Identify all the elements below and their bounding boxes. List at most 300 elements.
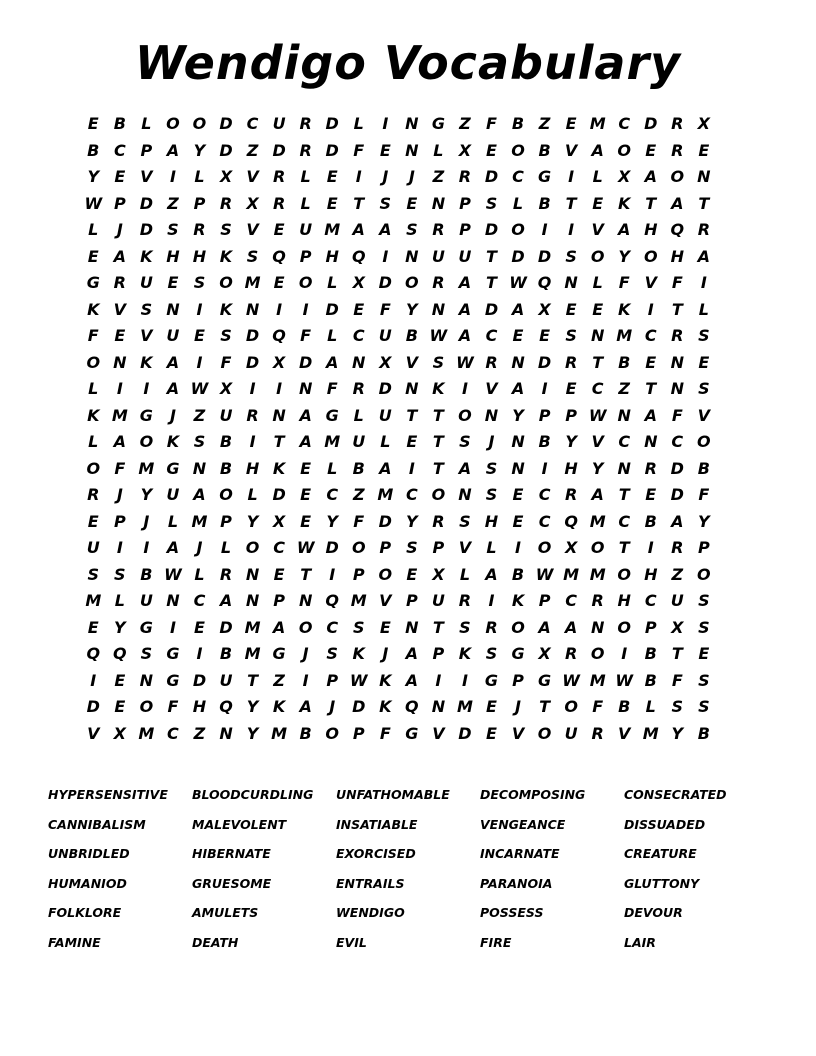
grid-letter[interactable]: I <box>382 114 389 133</box>
grid-letter[interactable]: O <box>325 723 339 743</box>
grid-letter[interactable]: B <box>618 352 631 372</box>
grid-letter[interactable]: I <box>700 273 707 292</box>
grid-letter[interactable]: U <box>431 591 445 610</box>
grid-letter[interactable]: Q <box>113 644 127 663</box>
grid-letter[interactable]: Q <box>564 511 578 531</box>
grid-letter[interactable]: Y <box>87 167 100 186</box>
grid-letter[interactable]: X <box>538 644 551 663</box>
grid-letter[interactable]: Z <box>352 485 365 504</box>
grid-letter[interactable]: I <box>196 352 203 372</box>
grid-letter[interactable]: T <box>645 193 657 213</box>
grid-letter[interactable]: E <box>353 299 365 319</box>
grid-letter[interactable]: K <box>618 299 631 319</box>
grid-letter[interactable]: F <box>671 273 683 292</box>
grid-letter[interactable]: J <box>302 644 309 663</box>
grid-letter[interactable]: O <box>697 564 711 584</box>
grid-letter[interactable]: B <box>511 564 525 584</box>
grid-letter[interactable]: O <box>405 273 419 292</box>
grid-letter[interactable]: D <box>245 326 260 345</box>
grid-letter[interactable]: E <box>273 564 285 584</box>
grid-letter[interactable]: S <box>459 511 471 531</box>
grid-letter[interactable]: I <box>408 458 415 478</box>
grid-letter[interactable]: H <box>617 591 631 610</box>
grid-letter[interactable]: G <box>139 405 153 425</box>
grid-letter[interactable]: W <box>562 670 580 690</box>
grid-letter[interactable]: Y <box>140 485 153 504</box>
grid-letter[interactable]: R <box>671 140 684 160</box>
grid-letter[interactable]: I <box>249 379 256 398</box>
grid-letter[interactable]: E <box>698 644 710 663</box>
grid-letter[interactable]: A <box>272 617 286 637</box>
grid-letter[interactable]: U <box>219 405 233 425</box>
grid-letter[interactable]: R <box>219 193 233 213</box>
grid-letter[interactable]: J <box>382 167 389 186</box>
grid-letter[interactable]: S <box>140 299 153 319</box>
grid-letter[interactable]: A <box>671 511 684 531</box>
grid-letter[interactable]: K <box>140 246 153 266</box>
grid-letter[interactable]: P <box>113 511 126 531</box>
grid-letter[interactable]: H <box>670 246 684 266</box>
grid-letter[interactable]: O <box>590 644 605 663</box>
grid-letter[interactable]: L <box>645 697 656 716</box>
grid-letter[interactable]: N <box>219 723 233 743</box>
grid-letter[interactable]: S <box>671 697 684 716</box>
grid-letter[interactable]: U <box>86 538 100 557</box>
grid-letter[interactable]: S <box>485 458 498 478</box>
grid-letter[interactable]: P <box>299 246 312 266</box>
grid-letter[interactable]: F <box>326 379 338 398</box>
grid-letter[interactable]: W <box>615 670 634 690</box>
grid-letter[interactable]: N <box>431 193 446 213</box>
grid-letter[interactable]: E <box>645 352 657 372</box>
grid-letter[interactable]: G <box>86 273 100 292</box>
grid-letter[interactable]: N <box>511 432 525 451</box>
grid-letter[interactable]: M <box>271 723 288 743</box>
grid-letter[interactable]: R <box>458 167 472 186</box>
grid-letter[interactable]: V <box>379 591 392 610</box>
grid-letter[interactable]: P <box>459 193 471 213</box>
grid-letter[interactable]: S <box>140 644 153 663</box>
grid-letter[interactable]: U <box>166 485 180 504</box>
grid-letter[interactable]: O <box>564 697 578 716</box>
grid-letter[interactable]: D <box>325 114 339 133</box>
grid-letter[interactable]: J <box>408 167 415 186</box>
grid-letter[interactable]: A <box>379 458 392 478</box>
grid-letter[interactable]: O <box>511 617 525 637</box>
grid-letter[interactable]: I <box>647 299 654 319</box>
grid-letter[interactable]: O <box>511 220 525 239</box>
grid-letter[interactable]: S <box>220 326 232 345</box>
grid-letter[interactable]: R <box>299 114 312 133</box>
grid-letter[interactable]: N <box>352 352 366 372</box>
grid-letter[interactable]: N <box>272 405 286 425</box>
grid-letter[interactable]: L <box>194 564 205 584</box>
grid-letter[interactable]: D <box>670 485 684 504</box>
grid-letter[interactable]: Q <box>351 246 366 266</box>
grid-letter[interactable]: L <box>486 538 497 557</box>
grid-letter[interactable]: L <box>141 114 152 133</box>
grid-letter[interactable]: C <box>326 617 339 637</box>
grid-letter[interactable]: W <box>588 405 607 425</box>
grid-letter[interactable]: I <box>461 379 468 398</box>
grid-letter[interactable]: F <box>114 458 126 478</box>
grid-letter[interactable]: M <box>85 591 102 610</box>
grid-letter[interactable]: N <box>405 379 419 398</box>
grid-letter[interactable]: B <box>644 511 657 531</box>
grid-letter[interactable]: R <box>564 485 578 504</box>
grid-letter[interactable]: G <box>166 670 180 690</box>
grid-letter[interactable]: B <box>511 114 525 133</box>
grid-letter[interactable]: L <box>88 432 99 451</box>
grid-letter[interactable]: B <box>352 458 365 478</box>
grid-letter[interactable]: R <box>485 617 498 637</box>
grid-letter[interactable]: P <box>538 591 551 610</box>
grid-letter[interactable]: A <box>299 432 312 451</box>
grid-letter[interactable]: Z <box>618 379 631 398</box>
grid-letter[interactable]: N <box>166 299 180 319</box>
grid-letter[interactable]: P <box>459 220 471 239</box>
grid-letter[interactable]: D <box>537 246 552 266</box>
grid-letter[interactable]: K <box>432 379 445 398</box>
grid-letter[interactable]: T <box>432 432 444 451</box>
grid-letter[interactable]: X <box>219 379 233 398</box>
grid-letter[interactable]: E <box>300 458 312 478</box>
grid-letter[interactable]: Y <box>406 511 418 531</box>
grid-letter[interactable]: E <box>512 511 524 531</box>
grid-letter[interactable]: L <box>327 326 338 345</box>
grid-letter[interactable]: X <box>272 511 286 531</box>
grid-letter[interactable]: P <box>432 644 445 663</box>
grid-letter[interactable]: N <box>564 273 578 292</box>
grid-letter[interactable]: D <box>511 246 525 266</box>
grid-letter[interactable]: U <box>299 220 313 239</box>
grid-letter[interactable]: E <box>539 326 551 345</box>
grid-letter[interactable]: V <box>246 167 259 186</box>
grid-letter[interactable]: C <box>618 432 631 451</box>
grid-letter[interactable]: M <box>589 670 606 690</box>
grid-letter[interactable]: A <box>591 140 604 160</box>
grid-letter[interactable]: Z <box>459 114 471 133</box>
grid-letter[interactable]: B <box>644 644 657 663</box>
grid-letter[interactable]: R <box>113 273 126 292</box>
grid-letter[interactable]: K <box>379 697 392 716</box>
grid-letter[interactable]: I <box>276 299 283 319</box>
grid-letter[interactable]: M <box>324 220 341 239</box>
grid-letter[interactable]: N <box>245 591 260 610</box>
grid-letter[interactable]: E <box>565 114 577 133</box>
grid-letter[interactable]: R <box>432 220 445 239</box>
grid-letter[interactable]: L <box>592 273 603 292</box>
grid-letter[interactable]: K <box>272 697 286 716</box>
grid-letter[interactable]: P <box>352 723 365 743</box>
grid-letter[interactable]: A <box>113 246 127 266</box>
grid-letter[interactable]: E <box>114 670 126 690</box>
grid-letter[interactable]: J <box>488 432 495 451</box>
grid-letter[interactable]: N <box>298 379 313 398</box>
grid-letter[interactable]: A <box>405 644 419 663</box>
grid-letter[interactable]: I <box>541 458 548 478</box>
grid-letter[interactable]: S <box>459 617 471 637</box>
grid-letter[interactable]: E <box>406 193 418 213</box>
grid-letter[interactable]: E <box>114 326 126 345</box>
grid-letter[interactable]: H <box>166 246 180 266</box>
grid-letter[interactable]: F <box>353 140 365 160</box>
grid-letter[interactable]: E <box>167 273 179 292</box>
grid-letter[interactable]: A <box>166 538 180 557</box>
grid-letter[interactable]: O <box>86 458 101 478</box>
grid-letter[interactable]: B <box>538 140 551 160</box>
grid-letter[interactable]: O <box>192 114 207 133</box>
grid-letter[interactable]: O <box>219 485 233 504</box>
grid-letter[interactable]: I <box>302 670 309 690</box>
grid-letter[interactable]: A <box>299 405 312 425</box>
grid-letter[interactable]: Q <box>325 591 339 610</box>
grid-letter[interactable]: C <box>671 432 684 451</box>
grid-letter[interactable]: P <box>220 511 232 531</box>
grid-letter[interactable]: E <box>406 432 418 451</box>
grid-letter[interactable]: O <box>351 538 366 557</box>
grid-letter[interactable]: S <box>352 617 365 637</box>
grid-letter[interactable]: S <box>326 644 338 663</box>
grid-letter[interactable]: U <box>378 405 392 425</box>
grid-letter[interactable]: Y <box>671 723 684 743</box>
grid-letter[interactable]: P <box>405 591 418 610</box>
grid-letter[interactable]: M <box>350 591 367 610</box>
grid-letter[interactable]: K <box>140 352 153 372</box>
grid-letter[interactable]: F <box>167 697 179 716</box>
grid-letter[interactable]: D <box>139 193 153 213</box>
grid-letter[interactable]: F <box>379 299 391 319</box>
grid-letter[interactable]: C <box>485 326 498 345</box>
grid-letter[interactable]: X <box>564 538 578 557</box>
grid-letter[interactable]: R <box>671 326 684 345</box>
grid-letter[interactable]: J <box>329 697 336 716</box>
grid-letter[interactable]: W <box>190 379 209 398</box>
grid-letter[interactable]: T <box>300 564 312 584</box>
grid-letter[interactable]: S <box>565 246 577 266</box>
grid-letter[interactable]: I <box>568 220 575 239</box>
grid-letter[interactable]: U <box>670 591 684 610</box>
grid-letter[interactable]: J <box>116 220 123 239</box>
grid-letter[interactable]: B <box>299 723 312 743</box>
grid-letter[interactable]: Y <box>326 511 338 531</box>
grid-letter[interactable]: P <box>432 538 445 557</box>
grid-letter[interactable]: E <box>379 617 391 637</box>
grid-letter[interactable]: Z <box>273 670 285 690</box>
grid-letter[interactable]: D <box>325 140 339 160</box>
grid-letter[interactable]: I <box>116 379 123 398</box>
grid-letter[interactable]: V <box>140 326 153 345</box>
grid-letter[interactable]: B <box>697 723 710 743</box>
grid-letter[interactable]: U <box>352 432 366 451</box>
grid-letter[interactable]: T <box>592 352 604 372</box>
grid-letter[interactable]: C <box>193 591 206 610</box>
grid-letter[interactable]: P <box>193 193 206 213</box>
grid-letter[interactable]: M <box>589 511 606 531</box>
grid-letter[interactable]: D <box>272 140 286 160</box>
grid-letter[interactable]: O <box>139 432 154 451</box>
grid-letter[interactable]: C <box>644 326 657 345</box>
grid-letter[interactable]: S <box>485 485 498 504</box>
grid-letter[interactable]: H <box>644 564 658 584</box>
grid-letter[interactable]: V <box>87 723 100 743</box>
grid-letter[interactable]: D <box>644 114 658 133</box>
grid-letter[interactable]: D <box>484 220 499 239</box>
grid-letter[interactable]: A <box>644 167 657 186</box>
grid-letter[interactable]: H <box>192 697 207 716</box>
grid-letter[interactable]: D <box>86 697 100 716</box>
grid-letter[interactable]: R <box>564 644 578 663</box>
grid-letter[interactable]: G <box>431 114 445 133</box>
grid-letter[interactable]: L <box>300 167 311 186</box>
grid-letter[interactable]: M <box>111 405 128 425</box>
grid-letter[interactable]: S <box>406 220 418 239</box>
grid-letter[interactable]: I <box>355 167 362 186</box>
grid-letter[interactable]: T <box>671 299 683 319</box>
grid-letter[interactable]: W <box>535 564 554 584</box>
grid-letter[interactable]: Y <box>114 617 126 637</box>
grid-letter[interactable]: C <box>565 591 577 610</box>
grid-letter[interactable]: O <box>458 405 472 425</box>
grid-letter[interactable]: E <box>114 167 126 186</box>
grid-letter[interactable]: I <box>621 644 628 663</box>
grid-letter[interactable]: E <box>565 299 577 319</box>
grid-letter[interactable]: S <box>114 564 126 584</box>
grid-letter[interactable]: V <box>644 273 657 292</box>
grid-letter[interactable]: I <box>382 246 389 266</box>
grid-letter[interactable]: G <box>484 670 499 690</box>
grid-letter[interactable]: V <box>511 723 525 743</box>
grid-letter[interactable]: Z <box>246 140 259 160</box>
grid-letter[interactable]: Z <box>167 193 179 213</box>
grid-letter[interactable]: N <box>458 485 472 504</box>
grid-letter[interactable]: T <box>486 273 497 292</box>
grid-letter[interactable]: L <box>327 273 338 292</box>
grid-letter[interactable]: L <box>327 458 338 478</box>
grid-letter[interactable]: E <box>273 273 285 292</box>
grid-letter[interactable]: B <box>405 326 418 345</box>
grid-letter[interactable]: V <box>485 379 498 398</box>
grid-letter[interactable]: Y <box>618 246 630 266</box>
grid-letter[interactable]: T <box>432 405 444 425</box>
grid-letter[interactable]: R <box>564 352 578 372</box>
grid-letter[interactable]: D <box>219 140 233 160</box>
grid-letter[interactable]: E <box>512 485 524 504</box>
grid-letter[interactable]: R <box>458 591 472 610</box>
grid-letter[interactable]: D <box>484 299 499 319</box>
grid-letter[interactable]: R <box>272 193 286 213</box>
grid-letter[interactable]: N <box>245 564 260 584</box>
grid-letter[interactable]: E <box>300 485 312 504</box>
grid-letter[interactable]: L <box>114 591 125 610</box>
grid-letter[interactable]: S <box>698 670 710 690</box>
grid-letter[interactable]: C <box>538 511 551 531</box>
grid-letter[interactable]: A <box>113 432 127 451</box>
grid-letter[interactable]: N <box>405 114 419 133</box>
grid-letter[interactable]: J <box>196 538 203 557</box>
grid-letter[interactable]: V <box>113 299 127 319</box>
grid-letter[interactable]: R <box>87 485 100 504</box>
grid-letter[interactable]: X <box>432 564 445 584</box>
grid-letter[interactable]: I <box>169 617 176 637</box>
grid-letter[interactable]: L <box>88 220 99 239</box>
grid-letter[interactable]: I <box>276 379 283 398</box>
grid-letter[interactable]: B <box>113 114 126 133</box>
grid-letter[interactable]: B <box>219 458 233 478</box>
grid-letter[interactable]: V <box>246 220 259 239</box>
grid-letter[interactable]: W <box>164 564 182 584</box>
grid-letter[interactable]: S <box>485 644 498 663</box>
grid-letter[interactable]: F <box>618 273 630 292</box>
grid-letter[interactable]: A <box>219 591 233 610</box>
grid-letter[interactable]: M <box>377 485 394 504</box>
grid-letter[interactable]: C <box>246 114 259 133</box>
grid-letter[interactable]: W <box>84 193 103 213</box>
grid-letter[interactable]: A <box>299 697 312 716</box>
grid-letter[interactable]: W <box>349 670 368 690</box>
grid-letter[interactable]: B <box>140 564 153 584</box>
grid-letter[interactable]: W <box>296 538 315 557</box>
grid-letter[interactable]: R <box>272 167 286 186</box>
grid-letter[interactable]: M <box>138 458 155 478</box>
grid-letter[interactable]: B <box>538 193 551 213</box>
grid-letter[interactable]: I <box>249 432 256 451</box>
grid-letter[interactable]: C <box>591 379 604 398</box>
grid-letter[interactable]: I <box>196 644 203 663</box>
grid-letter[interactable]: Q <box>272 326 286 345</box>
grid-letter[interactable]: C <box>273 538 285 557</box>
grid-letter[interactable]: O <box>298 273 313 292</box>
grid-letter[interactable]: L <box>592 167 603 186</box>
grid-letter[interactable]: C <box>405 485 418 504</box>
grid-letter[interactable]: X <box>697 114 711 133</box>
grid-letter[interactable]: F <box>486 114 497 133</box>
grid-letter[interactable]: Y <box>193 140 206 160</box>
grid-letter[interactable]: K <box>618 193 631 213</box>
grid-letter[interactable]: A <box>458 273 472 292</box>
grid-letter[interactable]: S <box>698 697 710 716</box>
grid-letter[interactable]: D <box>458 723 472 743</box>
grid-letter[interactable]: N <box>511 458 525 478</box>
grid-letter[interactable]: K <box>379 670 392 690</box>
grid-letter[interactable]: S <box>459 432 471 451</box>
grid-letter[interactable]: I <box>488 591 495 610</box>
grid-letter[interactable]: G <box>166 458 180 478</box>
grid-letter[interactable]: O <box>617 140 632 160</box>
grid-letter[interactable]: K <box>352 644 365 663</box>
grid-letter[interactable]: N <box>590 326 605 345</box>
grid-letter[interactable]: S <box>432 352 445 372</box>
grid-letter[interactable]: R <box>432 273 445 292</box>
grid-letter[interactable]: C <box>538 485 551 504</box>
grid-letter[interactable]: T <box>698 193 710 213</box>
grid-letter[interactable]: Y <box>565 432 577 451</box>
grid-letter[interactable]: O <box>245 538 260 557</box>
grid-letter[interactable]: B <box>219 644 233 663</box>
grid-letter[interactable]: B <box>618 697 631 716</box>
grid-letter[interactable]: G <box>139 617 153 637</box>
grid-letter[interactable]: R <box>485 352 498 372</box>
grid-letter[interactable]: X <box>272 352 286 372</box>
grid-letter[interactable]: R <box>299 140 312 160</box>
grid-letter[interactable]: F <box>379 723 391 743</box>
grid-letter[interactable]: M <box>616 326 633 345</box>
grid-letter[interactable]: N <box>617 458 631 478</box>
grid-letter[interactable]: S <box>379 193 392 213</box>
grid-letter[interactable]: A <box>644 405 657 425</box>
grid-letter[interactable]: C <box>352 326 365 345</box>
grid-letter[interactable]: L <box>380 432 391 451</box>
